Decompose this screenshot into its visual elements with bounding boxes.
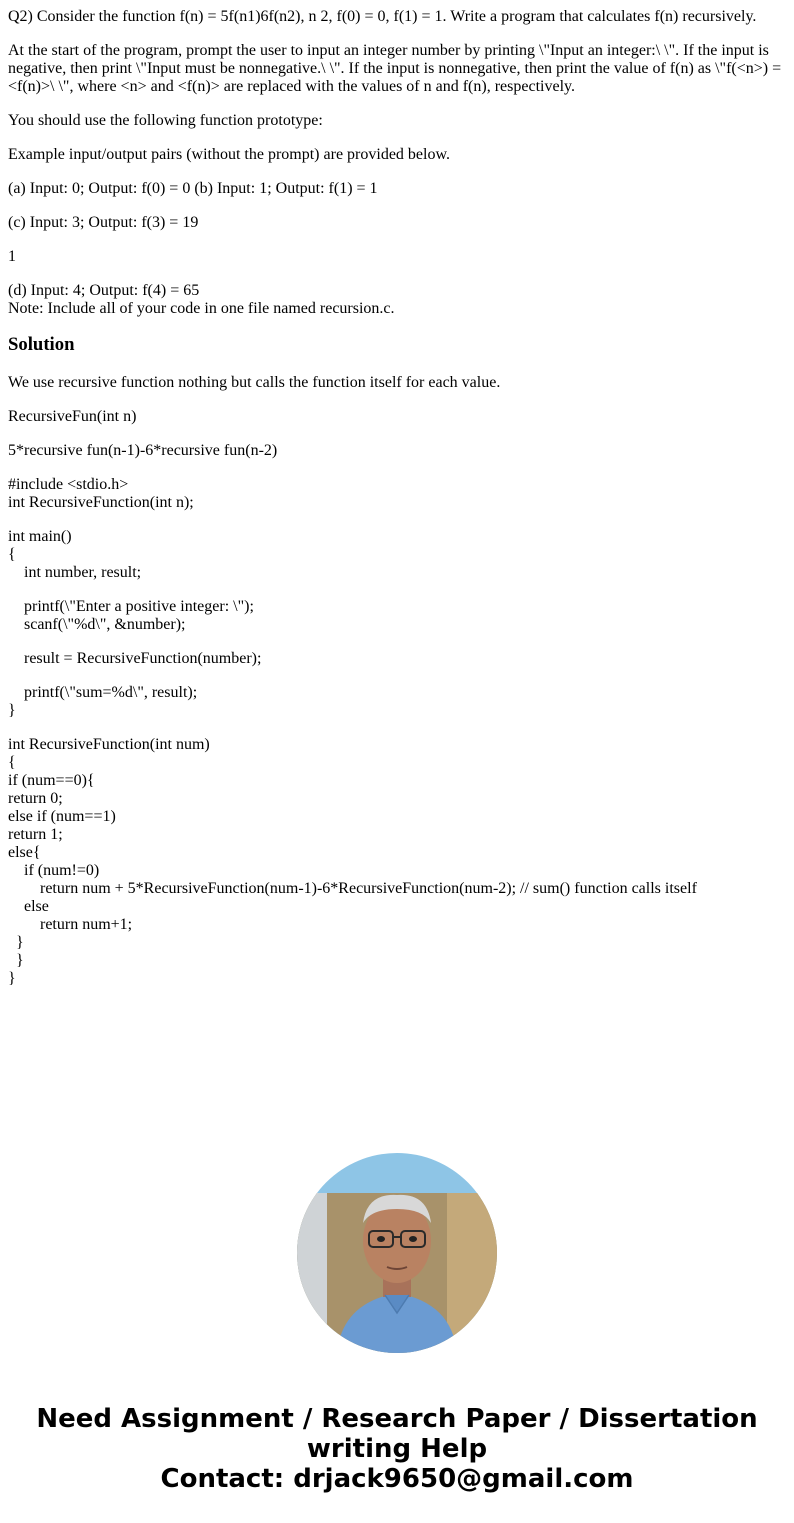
code-line: int number, result; bbox=[8, 564, 142, 581]
code-line: int RecursiveFunction(int n); bbox=[8, 494, 194, 511]
photo-eye-right bbox=[409, 1236, 417, 1242]
prototype-paragraph: You should use the following function prototype: bbox=[8, 112, 323, 129]
examples-intro-paragraph: Example input/output pairs (without the prompt) are provided below. bbox=[8, 146, 450, 163]
code-line: else{ bbox=[8, 844, 41, 861]
code-block-call bbox=[8, 650, 786, 668]
code-line: { bbox=[8, 754, 16, 771]
solution-intro: We use recursive function nothing but calls the function itself for each value. bbox=[8, 374, 501, 391]
code-line: printf(\"sum=%d\", result); bbox=[8, 684, 198, 701]
file-note: Note: Include all of your code in one file named recursion.c. bbox=[8, 300, 395, 317]
solution-heading: Solution bbox=[8, 334, 75, 355]
document-content bbox=[8, 8, 786, 1004]
code-line: result = RecursiveFunction(number); bbox=[8, 650, 262, 667]
code-line: return 0; bbox=[8, 790, 63, 807]
code-line: } bbox=[8, 970, 16, 987]
author-photo-illustration bbox=[297, 1153, 497, 1353]
promo-line-2: writing Help bbox=[306, 1434, 488, 1464]
example-d-and-note bbox=[8, 282, 786, 318]
code-block-output bbox=[8, 684, 786, 720]
question-paragraph: Q2) Consider the function f(n) = 5f(n1)6f(n2), n 2, f(0) = 0, f(1) = 1. Write a program that calculates f(n) recursively. bbox=[8, 8, 757, 25]
photo-wall-left bbox=[297, 1193, 327, 1353]
code-line: scanf(\"%d\", &number); bbox=[8, 616, 186, 633]
author-avatar bbox=[297, 1153, 497, 1353]
photo-wall-panel bbox=[447, 1193, 497, 1353]
solution-formula: 5*recursive fun(n-1)-6*recursive fun(n-2) bbox=[8, 442, 278, 459]
instructions-paragraph: At the start of the program, prompt the user to input an integer number by printing \"Input an integer:\ \". If the input is negative, then print \"Input must be nonnegative.\ \". If the input is nonnegative, then print the value of f(n) as \"f(<n>) = <f(n)>\ \", where <n> and <f(n)> are replaced with the values of n and f(n), respectively. bbox=[8, 42, 782, 95]
code-line: return 1; bbox=[8, 826, 63, 843]
code-line: } bbox=[8, 934, 24, 951]
code-line: return num + 5*RecursiveFunction(num-1)-6*RecursiveFunction(num-2); // sum() function calls itself bbox=[8, 880, 697, 897]
promo-banner bbox=[0, 1404, 794, 1494]
code-line: else bbox=[8, 898, 49, 915]
code-line: } bbox=[8, 702, 16, 719]
example-d: (d) Input: 4; Output: f(4) = 65 bbox=[8, 282, 200, 299]
code-line: #include <stdio.h> bbox=[8, 476, 129, 493]
code-block-main-start bbox=[8, 528, 786, 582]
code-line: else if (num==1) bbox=[8, 808, 116, 825]
code-line: printf(\"Enter a positive integer: \"); bbox=[8, 598, 254, 615]
code-line: int main() bbox=[8, 528, 72, 545]
example-c: (c) Input: 3; Output: f(3) = 19 bbox=[8, 214, 199, 231]
example-ab: (a) Input: 0; Output: f(0) = 0 (b) Input: 1; Output: f(1) = 1 bbox=[8, 180, 378, 197]
photo-eye-left bbox=[377, 1236, 385, 1242]
promo-line-1: Need Assignment / Research Paper / Dissertation bbox=[36, 1404, 758, 1434]
code-line: if (num==0){ bbox=[8, 772, 95, 789]
code-block-input bbox=[8, 598, 786, 634]
code-block-recursive-function bbox=[8, 736, 786, 988]
code-line: int RecursiveFunction(int num) bbox=[8, 736, 210, 753]
code-line: { bbox=[8, 546, 16, 563]
code-block-includes bbox=[8, 476, 786, 512]
solution-signature: RecursiveFun(int n) bbox=[8, 408, 137, 425]
page-number-text: 1 bbox=[8, 248, 16, 265]
code-line: } bbox=[8, 952, 24, 969]
promo-contact: Contact: drjack9650@gmail.com bbox=[160, 1464, 634, 1494]
code-line: return num+1; bbox=[8, 916, 133, 933]
code-line: if (num!=0) bbox=[8, 862, 100, 879]
